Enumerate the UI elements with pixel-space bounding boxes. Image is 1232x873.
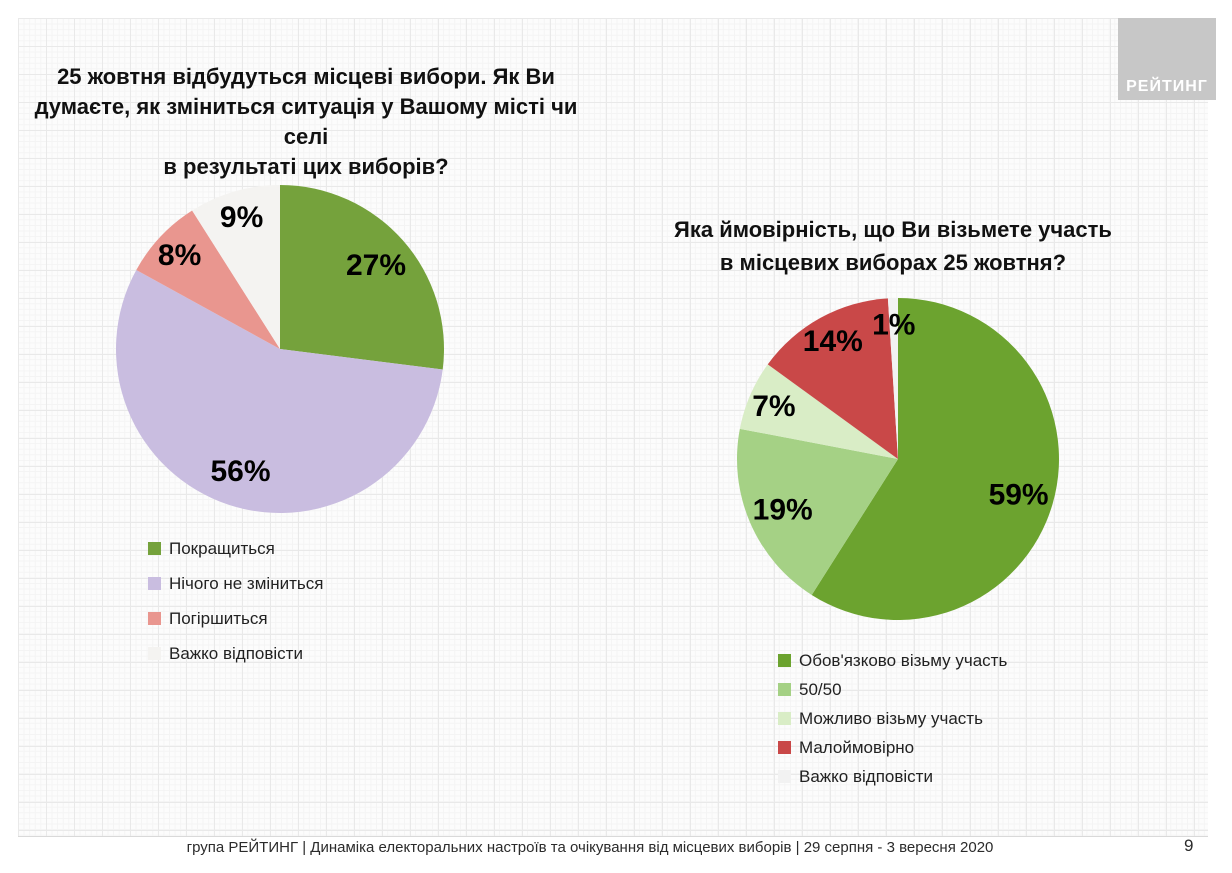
pie-value-label-0: 27% <box>345 248 407 282</box>
legend-swatch-0 <box>148 542 161 555</box>
pie-value-label-1: 19% <box>752 493 813 527</box>
rating-group-logo <box>1118 18 1216 100</box>
pie-value-label-4: 1% <box>872 308 916 342</box>
right-pie-legend <box>778 650 1007 795</box>
legend-swatch-4 <box>778 770 791 783</box>
legend-label-1: Нічого не зміниться <box>169 573 324 593</box>
left-chart-title: 25 жовтня відбудуться місцеві вибори. Як Ви думаєте, як зміниться ситуація у Вашому місті чи селі в результаті цих виборів? <box>34 64 578 179</box>
pie-value-label-0: 59% <box>988 478 1049 512</box>
right-pie <box>735 296 1061 622</box>
left-pie-legend <box>148 538 323 678</box>
legend-item-3 <box>148 643 323 664</box>
legend-label-3: Малоймовірно <box>799 737 915 757</box>
page-number: 9 <box>1184 836 1194 855</box>
right-chart-title: Яка ймовірність, що Ви візьмете участь в місцевих виборах 25 жовтня? <box>674 217 1112 275</box>
legend-item-0 <box>148 538 323 559</box>
pie-value-label-2: 8% <box>157 239 202 273</box>
legend-item-2 <box>778 708 1007 729</box>
legend-label-2: Можливо візьму участь <box>799 708 983 728</box>
legend-item-3 <box>778 737 1007 758</box>
legend-item-4 <box>778 766 1007 787</box>
legend-item-0 <box>778 650 1007 671</box>
legend-swatch-3 <box>778 741 791 754</box>
legend-label-1: 50/50 <box>799 679 842 699</box>
legend-label-3: Важко відповісти <box>169 643 303 663</box>
legend-swatch-1 <box>778 683 791 696</box>
pie-value-label-1: 56% <box>210 455 271 489</box>
footer-caption: група РЕЙТИНГ | Динаміка електоральних настроїв та очікування від місцевих виборів | 29 серпня - 3 вересня 2020 <box>186 839 994 856</box>
legend-item-2 <box>148 608 323 629</box>
legend-label-2: Погіршиться <box>169 608 268 628</box>
pie-value-label-3: 14% <box>802 325 863 358</box>
legend-swatch-3 <box>148 647 161 660</box>
left-pie <box>112 181 448 517</box>
legend-swatch-0 <box>778 654 791 667</box>
pie-value-label-3: 9% <box>219 201 264 235</box>
logo-text: РЕЙТИНГ <box>1126 78 1208 95</box>
legend-item-1 <box>778 679 1007 700</box>
legend-swatch-1 <box>148 577 161 590</box>
legend-swatch-2 <box>778 712 791 725</box>
legend-item-1 <box>148 573 323 594</box>
pie-value-label-2: 7% <box>752 389 796 423</box>
legend-label-4: Важко відповісти <box>799 766 933 786</box>
legend-label-0: Покращиться <box>169 538 275 558</box>
legend-swatch-2 <box>148 612 161 625</box>
legend-label-0: Обов'язково візьму участь <box>799 650 1008 670</box>
